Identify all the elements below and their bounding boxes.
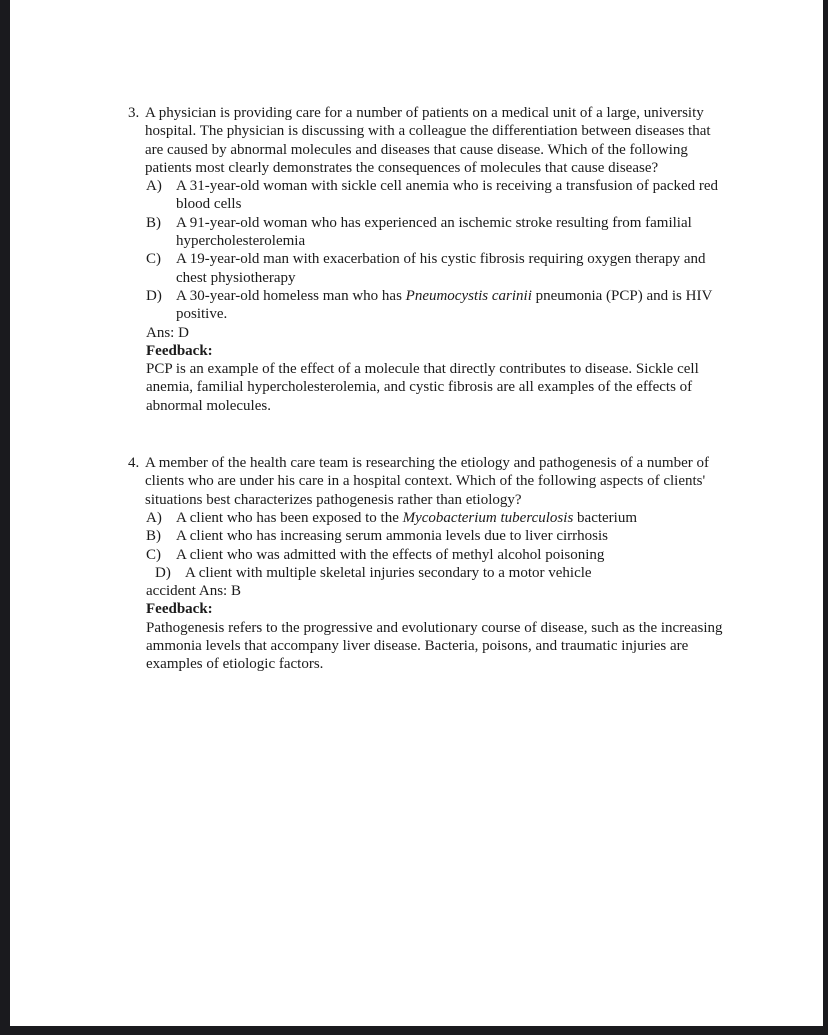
answer-line: accident Ans: B (146, 583, 241, 600)
option-text-italic: Mycobacterium tuberculosis (402, 509, 574, 526)
question-stem: A member of the health care team is researching the etiology and pathogenesis of a number of clients who are under his care in a hospital context. Which of the following aspects of clients' situations best characterizes pathogenesis rather than etiology? (145, 455, 709, 508)
option-text-post: bacterium (573, 509, 638, 526)
feedback-label: Feedback: (146, 342, 213, 359)
question-number: 4. (128, 455, 140, 472)
feedback-text: Pathogenesis refers to the progressive and evolutionary course of disease, such as the increasing ammonia levels that accompany liver disease. Bacteria, poisons, and traumatic injuries are examples of etiologic factors. (146, 619, 723, 673)
option-text: A client who was admitted with the effects of methyl alcohol poisoning (176, 546, 605, 563)
option-letter: D) (146, 287, 162, 304)
option-letter: C) (146, 251, 161, 268)
option-letter: B) (146, 528, 161, 545)
page-edge-bottom (0, 1026, 828, 1035)
option-row-a (146, 177, 723, 214)
question-number: 3. (128, 105, 140, 121)
feedback-label: Feedback: (146, 601, 213, 618)
option-row-c (146, 250, 723, 287)
option-row-b (146, 214, 723, 251)
option-letter: C) (146, 546, 161, 563)
option-text: A client who has been exposed to the (176, 509, 403, 526)
option-letter: A) (146, 178, 162, 195)
option-text: A 30-year-old homeless man who has (176, 287, 406, 304)
answer-line: Ans: D (146, 324, 189, 341)
option-row-d (155, 564, 723, 582)
option-text: A 31-year-old woman with sickle cell anemia who is receiving a transfusion of packed red blood cells (176, 178, 719, 213)
option-row-c (146, 546, 723, 564)
feedback-text: PCP is an example of the effect of a molecule that directly contributes to disease. Sickle cell anemia, familial hypercholesterolemia, and cystic fibrosis are all examples of the effects of abnormal molecules. (146, 361, 699, 414)
option-text: A 91-year-old woman who has experienced an ischemic stroke resulting from familial hypercholesterolemia (176, 214, 692, 250)
option-letter: A) (146, 509, 162, 526)
option-row-b (146, 527, 723, 545)
option-text: A client who has increasing serum ammonia levels due to liver cirrhosis (176, 528, 608, 545)
option-letter: B) (146, 214, 161, 231)
option-text: A 19-year-old man with exacerbation of his cystic fibrosis requiring oxygen therapy and chest physiotherapy (176, 251, 706, 286)
question-stem: A physician is providing care for a number of patients on a medical unit of a large, university hospital. The physician is discussing with a colleague the differentiation between diseases that are caused by abnormal molecules and diseases that cause disease. Which of the following patients most clearly demonstrates the consequences of molecules that cause disease? (145, 105, 711, 176)
option-text-italic: Pneumocystis carinii (405, 287, 532, 304)
option-row-d (146, 287, 723, 324)
option-row-a (146, 509, 723, 527)
option-text-post: pneumonia (PCP) and is HIV positive. (176, 287, 713, 323)
option-letter: D) (155, 564, 171, 581)
question-block-4 (128, 454, 723, 674)
question-block-3 (128, 104, 723, 415)
option-text: A client with multiple skeletal injuries secondary to a motor vehicle (185, 564, 592, 581)
